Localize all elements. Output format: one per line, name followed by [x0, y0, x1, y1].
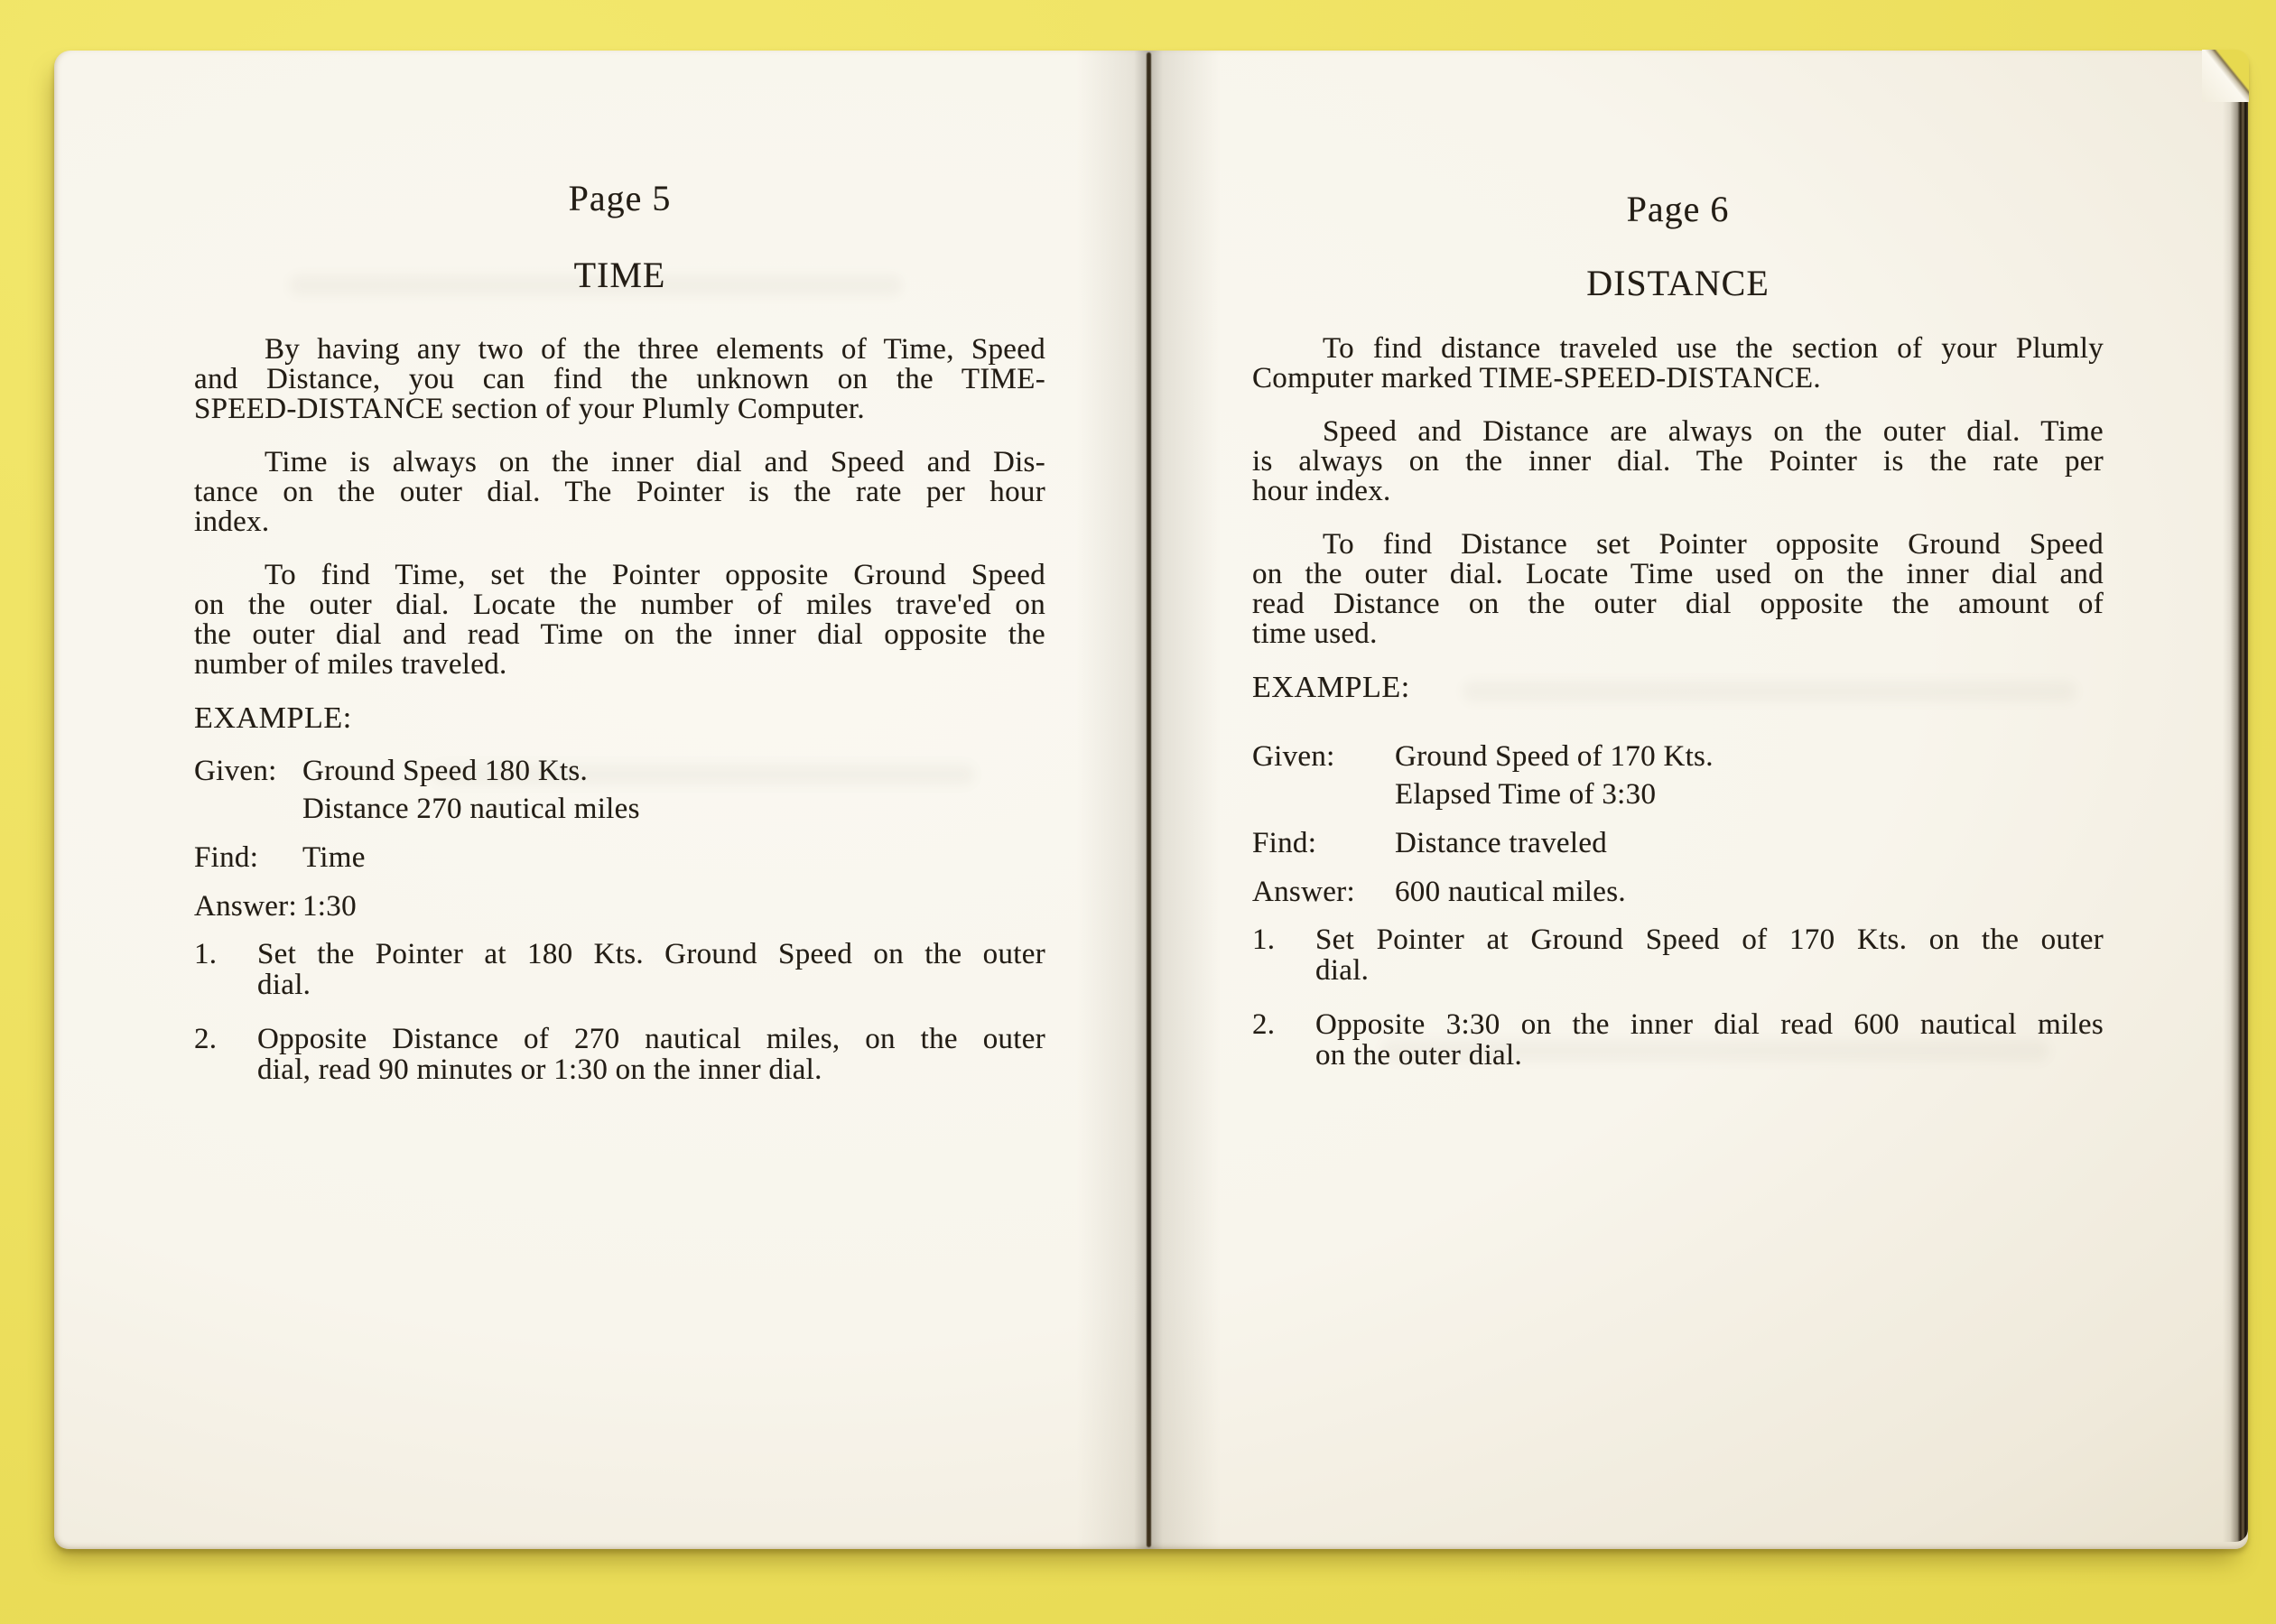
- text-line: dial, read 90 minutes or 1:30 on the inner dial.: [257, 1053, 822, 1086]
- text-line: Computer marked TIME-SPEED-DISTANCE.: [1252, 362, 1821, 394]
- fact-label: Answer:: [194, 890, 297, 923]
- text-line: Time is always on the inner dial and Speed and Dis-: [265, 446, 1045, 478]
- text-line: on the outer dial. Locate the number of miles trave'ed on: [194, 589, 1045, 621]
- text-line: on the outer dial.: [1315, 1039, 1523, 1072]
- fact-answer: [1252, 873, 2104, 911]
- fact-label: Answer:: [1252, 876, 1355, 908]
- example-facts: [1252, 738, 2104, 911]
- fact-label: Given:: [194, 755, 277, 787]
- stacked-page-edges: [2223, 60, 2248, 1542]
- text-line: read Distance on the outer dial opposite the amount of: [1252, 588, 2104, 620]
- page-number-right: Page 6: [1626, 189, 1730, 229]
- step-text: [257, 1024, 1045, 1085]
- text-line: 1:30: [302, 890, 357, 923]
- text-line: Time: [302, 841, 366, 874]
- fact-value: [1395, 738, 1714, 813]
- right-page: [1252, 191, 2104, 1094]
- text-line: Ground Speed of 170 Kts.: [1395, 740, 1714, 773]
- fact-find: [194, 839, 1045, 877]
- text-line: and Distance, you can find the unknown on the TIME-: [194, 363, 1045, 395]
- paragraph: [194, 335, 1045, 424]
- text-line: Ground Speed 180 Kts.: [302, 755, 589, 787]
- text-line: Opposite Distance of 270 nautical miles, on the outer: [257, 1023, 1045, 1055]
- paragraph: [194, 448, 1045, 537]
- paragraph: [194, 561, 1045, 680]
- text-line: Distance 270 nautical miles: [302, 793, 640, 825]
- text-line: To find distance traveled use the section of your Plumly: [1323, 332, 2104, 365]
- paragraph: [1252, 530, 2104, 649]
- text-line: hour index.: [1252, 475, 1391, 507]
- numbered-steps: [1252, 924, 2104, 1071]
- step-text: [1315, 1009, 2104, 1071]
- paragraph: [1252, 334, 2104, 394]
- fact-find: [1252, 824, 2104, 862]
- text-line: To find Time, set the Pointer opposite Ground Speed: [265, 559, 1045, 591]
- text-line: tance on the outer dial. The Pointer is the rate per hour: [194, 476, 1045, 508]
- fact-label: Given:: [1252, 740, 1335, 773]
- text-line: the outer dial and read Time on the inner dial opposite the: [194, 618, 1045, 651]
- text-line: SPEED-DISTANCE section of your Plumly Computer.: [194, 393, 865, 425]
- step-item: [1252, 924, 2104, 986]
- text-line: Set Pointer at Ground Speed of 170 Kts. on the outer: [1315, 923, 2104, 956]
- paragraph: [1252, 417, 2104, 506]
- fact-given: [194, 752, 1045, 828]
- text-line: is always on the inner dial. The Pointer is the rate per: [1252, 445, 2104, 478]
- section-title-time: TIME: [573, 255, 666, 295]
- text-line: Distance traveled: [1395, 827, 1608, 859]
- example-label: EXAMPLE:: [1252, 671, 1410, 704]
- fact-value: [302, 752, 640, 828]
- open-booklet: [54, 51, 2248, 1549]
- step-item: [194, 939, 1045, 1000]
- fact-label: Find:: [194, 841, 259, 874]
- text-line: dial.: [1315, 954, 1370, 987]
- fact-answer: [194, 887, 1045, 925]
- step-item: [194, 1024, 1045, 1085]
- text-line: By having any two of the three elements of Time, Speed: [265, 333, 1045, 366]
- text-line: 600 nautical miles.: [1395, 876, 1626, 908]
- left-page: [194, 178, 1045, 1109]
- fact-value: [1395, 824, 1607, 862]
- text-line: Speed and Distance are always on the outer dial. Time: [1323, 415, 2104, 448]
- step-number: 1.: [194, 938, 218, 970]
- text-line: Elapsed Time of 3:30: [1395, 778, 1657, 811]
- section-title-distance: DISTANCE: [1586, 263, 1770, 303]
- step-text: [1315, 924, 2104, 986]
- text-line: time used.: [1252, 617, 1378, 650]
- book-spine: [1147, 52, 1151, 1547]
- step-number: 2.: [1252, 1008, 1276, 1041]
- text-line: on the outer dial. Locate Time used on the inner dial and: [1252, 558, 2104, 590]
- fact-label: Find:: [1252, 827, 1317, 859]
- text-line: dial.: [257, 969, 311, 1001]
- text-line: Opposite 3:30 on the inner dial read 600 nautical miles: [1315, 1008, 2104, 1041]
- step-number: 1.: [1252, 923, 1276, 956]
- text-line: Set the Pointer at 180 Kts. Ground Speed on the outer: [257, 938, 1045, 970]
- fact-value: [302, 839, 366, 877]
- page-number-left: Page 5: [568, 178, 672, 218]
- fact-given: [1252, 738, 2104, 813]
- step-item: [1252, 1009, 2104, 1071]
- step-number: 2.: [194, 1023, 218, 1055]
- text-line: To find Distance set Pointer opposite Ground Speed: [1323, 528, 2104, 561]
- step-text: [257, 939, 1045, 1000]
- example-facts: [194, 752, 1045, 925]
- text-line: index.: [194, 506, 270, 538]
- numbered-steps: [194, 939, 1045, 1085]
- fact-value: [1395, 873, 1626, 911]
- example-label: EXAMPLE:: [194, 701, 352, 735]
- fact-value: [302, 887, 357, 925]
- dogear-corner-fold: [2202, 50, 2249, 102]
- text-line: number of miles traveled.: [194, 648, 507, 681]
